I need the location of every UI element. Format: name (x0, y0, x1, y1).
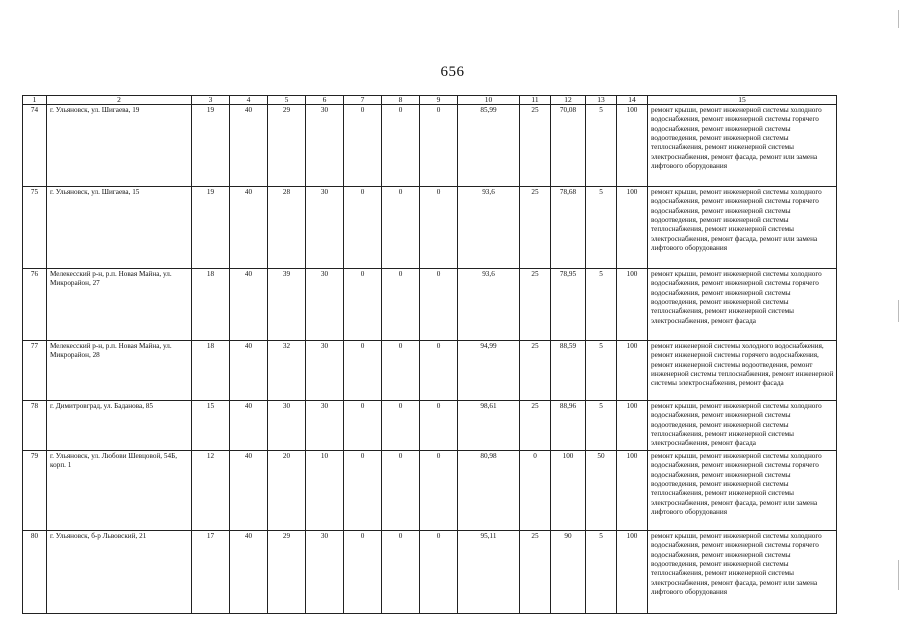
column-number: 10 (458, 96, 520, 105)
scan-edge-mark (898, 10, 899, 28)
value-cell: 18 (192, 269, 230, 341)
value-cell: 78,68 (551, 187, 586, 269)
address-cell: Мелекесский р-н, р.п. Новая Майна, ул. Микрорайон, 27 (47, 269, 192, 341)
table-row (23, 531, 837, 614)
row-number: 80 (23, 531, 47, 614)
value-cell: 70,08 (551, 105, 586, 187)
value-cell: 25 (520, 341, 551, 401)
value-cell: 30 (268, 401, 306, 451)
value-cell: 88,96 (551, 401, 586, 451)
scan-edge-mark (898, 560, 899, 590)
value-cell: 0 (420, 531, 458, 614)
address-cell: г. Ульяновск, ул. Шигаева, 19 (47, 105, 192, 187)
row-number: 79 (23, 451, 47, 531)
address-cell: г. Ульяновск, б-р Львовский, 21 (47, 531, 192, 614)
page-number: 656 (440, 64, 465, 80)
column-number: 12 (551, 96, 586, 105)
value-cell: 90 (551, 531, 586, 614)
value-cell: 28 (268, 187, 306, 269)
value-cell: 0 (382, 105, 420, 187)
value-cell: 5 (586, 401, 617, 451)
value-cell: 93,6 (458, 269, 520, 341)
value-cell: 30 (306, 105, 344, 187)
value-cell: 40 (230, 401, 268, 451)
value-cell: 80,98 (458, 451, 520, 531)
column-number: 5 (268, 96, 306, 105)
value-cell: 0 (344, 401, 382, 451)
value-cell: 0 (382, 401, 420, 451)
value-cell: 100 (617, 401, 648, 451)
value-cell: 100 (551, 451, 586, 531)
value-cell: 25 (520, 105, 551, 187)
value-cell: 88,59 (551, 341, 586, 401)
value-cell: 100 (617, 187, 648, 269)
row-number: 75 (23, 187, 47, 269)
table-row (23, 269, 837, 341)
value-cell: 17 (192, 531, 230, 614)
value-cell: 40 (230, 341, 268, 401)
repair-works-cell: ремонт крыши, ремонт инженерной системы холодного водоснабжения, ремонт инженерной системы горячего водоснабжения, ремонт инженерной системы водоотведения, ремонт инженерной системы теплоснабжения, ремонт инженерной системы электроснабжения, ремонт фасада, ремонт или замена лифтового оборудования (648, 531, 837, 614)
value-cell: 0 (382, 451, 420, 531)
table-row (23, 187, 837, 269)
value-cell: 40 (230, 269, 268, 341)
value-cell: 0 (420, 451, 458, 531)
table-row (23, 105, 837, 187)
value-cell: 25 (520, 401, 551, 451)
value-cell: 12 (192, 451, 230, 531)
housing-repair-table (22, 95, 837, 614)
value-cell: 18 (192, 341, 230, 401)
value-cell: 5 (586, 105, 617, 187)
value-cell: 0 (420, 401, 458, 451)
value-cell: 0 (420, 105, 458, 187)
row-number: 74 (23, 105, 47, 187)
column-number: 14 (617, 96, 648, 105)
value-cell: 0 (344, 105, 382, 187)
repair-works-cell: ремонт крыши, ремонт инженерной системы холодного водоснабжения, ремонт инженерной системы горячего водоснабжения, ремонт инженерной системы водоотведения, ремонт инженерной системы теплоснабжения, ремонт инженерной системы электроснабжения, ремонт фасада (648, 269, 837, 341)
table-row (23, 451, 837, 531)
column-number: 6 (306, 96, 344, 105)
value-cell: 30 (306, 401, 344, 451)
value-cell: 0 (344, 341, 382, 401)
value-cell: 100 (617, 341, 648, 401)
value-cell: 95,11 (458, 531, 520, 614)
value-cell: 40 (230, 105, 268, 187)
value-cell: 30 (306, 269, 344, 341)
value-cell: 0 (520, 451, 551, 531)
value-cell: 29 (268, 105, 306, 187)
value-cell: 40 (230, 187, 268, 269)
column-number-row (23, 96, 837, 105)
value-cell: 30 (306, 187, 344, 269)
value-cell: 5 (586, 531, 617, 614)
value-cell: 98,61 (458, 401, 520, 451)
value-cell: 0 (382, 341, 420, 401)
address-cell: Мелекесский р-н, р.п. Новая Майна, ул. Микрорайон, 28 (47, 341, 192, 401)
repair-works-cell: ремонт крыши, ремонт инженерной системы холодного водоснабжения, ремонт инженерной системы горячего водоснабжения, ремонт инженерной системы водоотведения, ремонт инженерной системы теплоснабжения, ремонт инженерной системы электроснабжения, ремонт фасада, ремонт или замена лифтового оборудования (648, 187, 837, 269)
value-cell: 40 (230, 531, 268, 614)
value-cell: 19 (192, 105, 230, 187)
column-number: 8 (382, 96, 420, 105)
column-number: 4 (230, 96, 268, 105)
value-cell: 5 (586, 269, 617, 341)
row-number: 77 (23, 341, 47, 401)
table-row (23, 401, 837, 451)
value-cell: 0 (420, 269, 458, 341)
value-cell: 85,99 (458, 105, 520, 187)
address-cell: г. Ульяновск, ул. Шигаева, 15 (47, 187, 192, 269)
column-number: 2 (47, 96, 192, 105)
column-number: 11 (520, 96, 551, 105)
value-cell: 0 (344, 187, 382, 269)
repair-works-cell: ремонт инженерной системы холодного водоснабжения, ремонт инженерной системы горячего водоснабжения, ремонт инженерной системы водоотведения, ремонт инженерной системы теплоснабжения, ремонт инженерной системы электроснабжения, ремонт фасада (648, 341, 837, 401)
value-cell: 39 (268, 269, 306, 341)
value-cell: 50 (586, 451, 617, 531)
value-cell: 30 (306, 531, 344, 614)
value-cell: 0 (382, 187, 420, 269)
value-cell: 15 (192, 401, 230, 451)
value-cell: 29 (268, 531, 306, 614)
column-number: 13 (586, 96, 617, 105)
value-cell: 19 (192, 187, 230, 269)
value-cell: 100 (617, 105, 648, 187)
value-cell: 10 (306, 451, 344, 531)
row-number: 76 (23, 269, 47, 341)
value-cell: 100 (617, 531, 648, 614)
column-number: 1 (23, 96, 47, 105)
value-cell: 20 (268, 451, 306, 531)
value-cell: 25 (520, 269, 551, 341)
repair-works-cell: ремонт крыши, ремонт инженерной системы холодного водоснабжения, ремонт инженерной системы горячего водоснабжения, ремонт инженерной системы водоотведения, ремонт инженерной системы теплоснабжения, ремонт инженерной системы электроснабжения, ремонт фасада, ремонт или замена лифтового оборудования (648, 105, 837, 187)
value-cell: 0 (382, 531, 420, 614)
value-cell: 5 (586, 341, 617, 401)
value-cell: 94,99 (458, 341, 520, 401)
value-cell: 25 (520, 531, 551, 614)
repair-works-cell: ремонт крыши, ремонт инженерной системы холодного водоснабжения, ремонт инженерной системы водоотведения, ремонт инженерной системы теплоснабжения, ремонт инженерной системы электроснабжения, ремонт фасада (648, 401, 837, 451)
value-cell: 0 (344, 531, 382, 614)
value-cell: 25 (520, 187, 551, 269)
repair-works-cell: ремонт крыши, ремонт инженерной системы холодного водоснабжения, ремонт инженерной системы горячего водоснабжения, ремонт инженерной системы водоотведения, ремонт инженерной системы теплоснабжения, ремонт инженерной системы электроснабжения, ремонт фасада, ремонт или замена лифтового оборудования (648, 451, 837, 531)
value-cell: 0 (344, 451, 382, 531)
value-cell: 78,95 (551, 269, 586, 341)
value-cell: 0 (420, 341, 458, 401)
address-cell: г. Димитровград, ул. Баданова, 85 (47, 401, 192, 451)
column-number: 15 (648, 96, 837, 105)
value-cell: 100 (617, 451, 648, 531)
scan-edge-mark (898, 300, 899, 322)
value-cell: 93,6 (458, 187, 520, 269)
value-cell: 5 (586, 187, 617, 269)
address-cell: г. Ульяновск, ул. Любови Шевцовой, 54Б, корп. 1 (47, 451, 192, 531)
column-number: 9 (420, 96, 458, 105)
column-number: 7 (344, 96, 382, 105)
value-cell: 32 (268, 341, 306, 401)
value-cell: 0 (420, 187, 458, 269)
table-row (23, 341, 837, 401)
value-cell: 30 (306, 341, 344, 401)
value-cell: 40 (230, 451, 268, 531)
column-number: 3 (192, 96, 230, 105)
value-cell: 0 (382, 269, 420, 341)
value-cell: 100 (617, 269, 648, 341)
value-cell: 0 (344, 269, 382, 341)
row-number: 78 (23, 401, 47, 451)
